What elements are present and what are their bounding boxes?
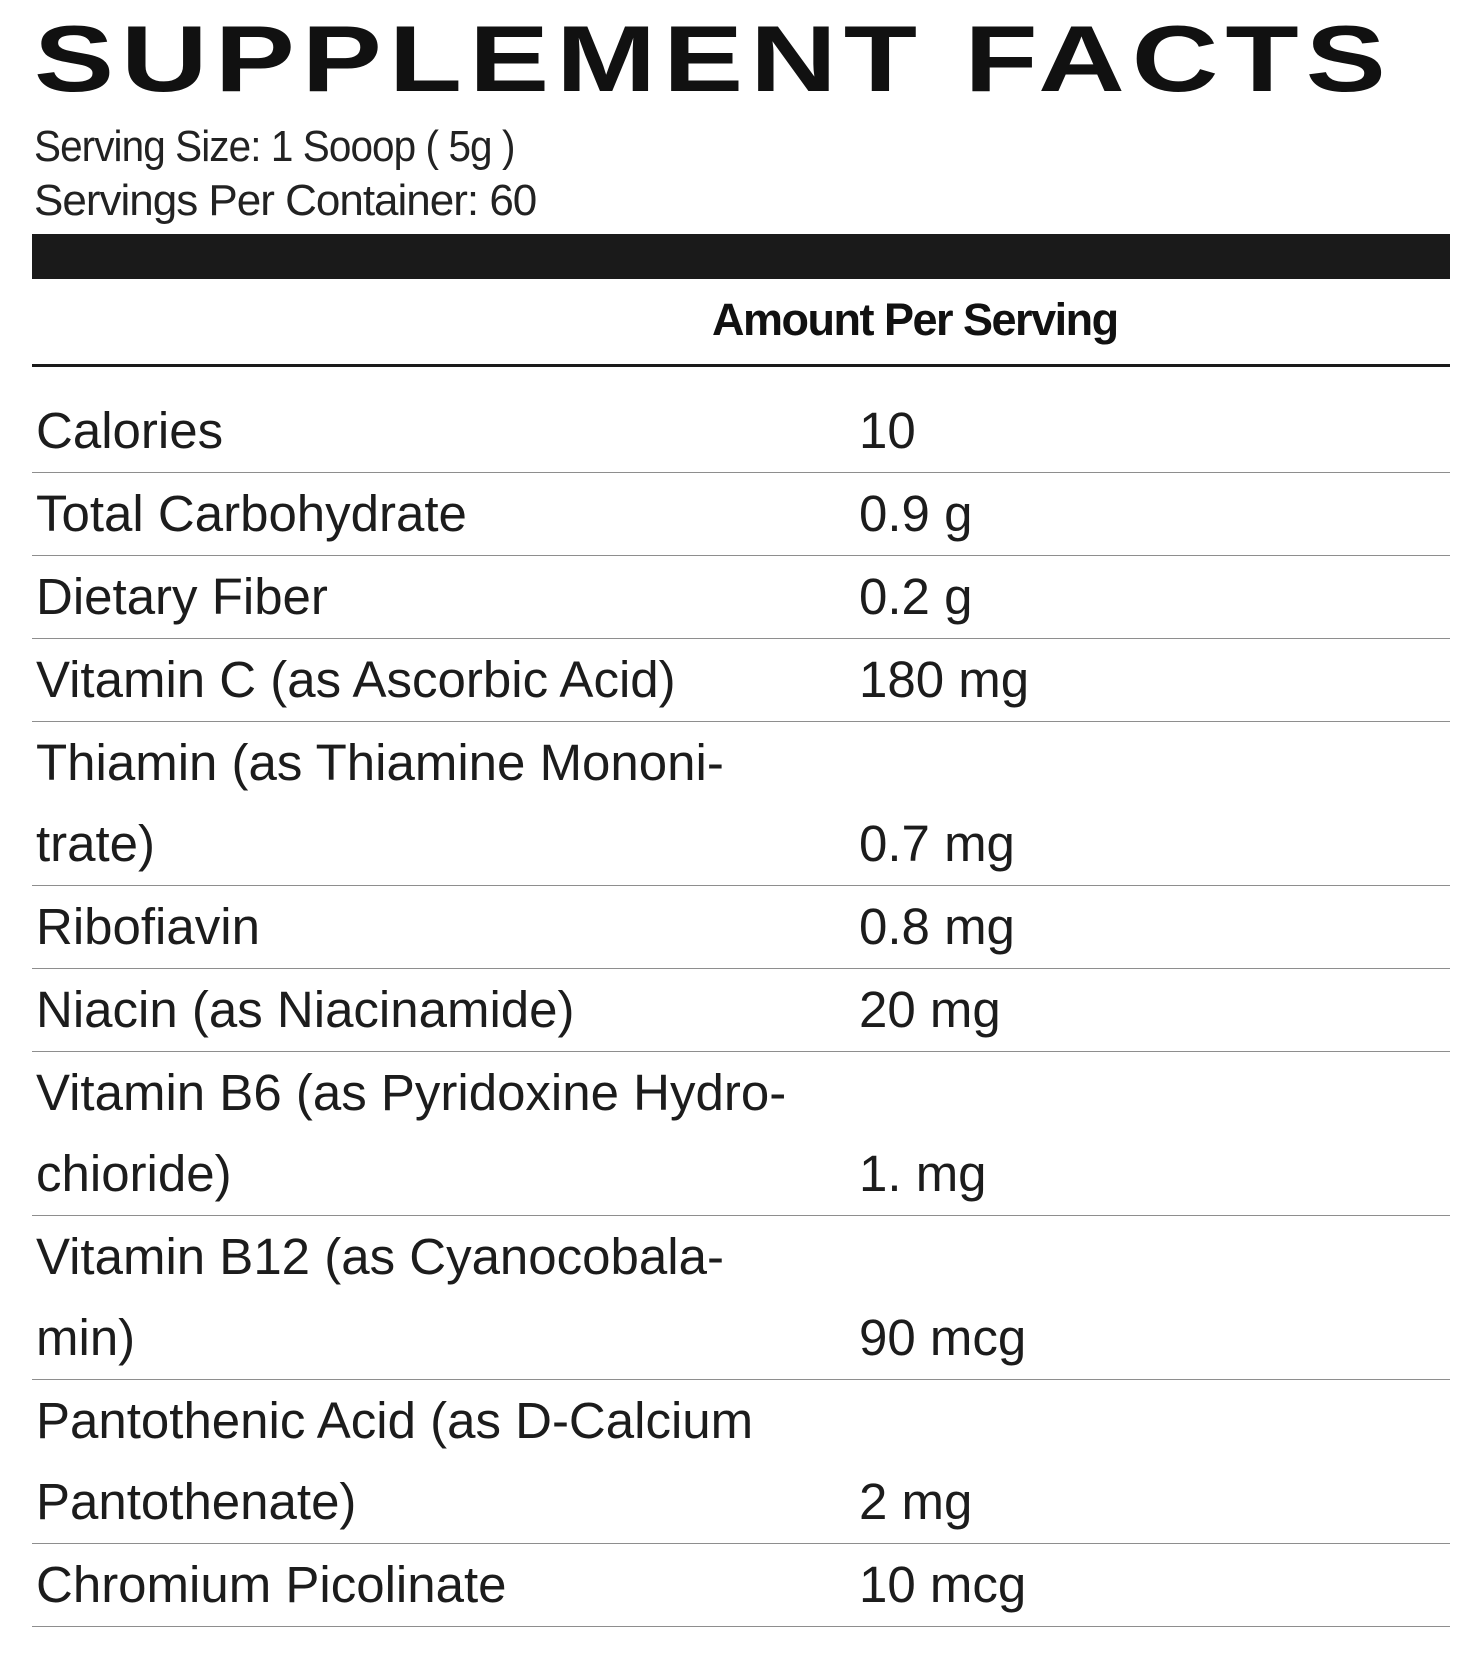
nutrient-name-line1: Thiamin (as Thiamine Mononi- bbox=[36, 734, 724, 791]
nutrient-name-line2: Pantothenate) bbox=[36, 1473, 357, 1530]
nutrient-amount: 90 mcg bbox=[859, 1309, 1027, 1366]
nutrient-name: Calories bbox=[36, 402, 224, 459]
nutrient-name: Chromium Picolinate bbox=[36, 1556, 507, 1613]
nutrient-amount: 2 mg bbox=[859, 1473, 973, 1530]
nutrient-name bbox=[36, 1216, 724, 1378]
nutrient-row-thiamin bbox=[32, 722, 1450, 886]
nutrient-name bbox=[36, 722, 724, 884]
nutrient-name: Total Carbohydrate bbox=[36, 485, 467, 542]
nutrient-name bbox=[36, 1380, 753, 1542]
thick-divider bbox=[32, 234, 1450, 279]
nutrient-name-line1: Pantothenic Acid (as D-Calcium bbox=[36, 1392, 754, 1449]
nutrient-row-vitamin-b6 bbox=[32, 1052, 1450, 1216]
nutrient-name: Dietary Fiber bbox=[36, 568, 328, 625]
nutrient-name-line2: min) bbox=[36, 1309, 136, 1366]
nutrient-name: Vitamin C (as Ascorbic Acid) bbox=[36, 651, 676, 708]
nutrient-amount: 180 mg bbox=[859, 651, 1030, 708]
nutrient-name: Niacin (as Niacinamide) bbox=[36, 981, 575, 1038]
serving-size: Serving Size: 1 Sooop ( 5g ) bbox=[34, 122, 515, 171]
nutrient-row-chromium-picolinate bbox=[32, 1544, 1450, 1627]
nutrient-name-line1: Vitamin B6 (as Pyridoxine Hydro- bbox=[36, 1064, 787, 1121]
nutrient-amount: 1. mg bbox=[859, 1145, 987, 1202]
nutrient-row-riboflavin bbox=[32, 886, 1450, 969]
nutrient-name-line1: Vitamin B12 (as Cyanocobala- bbox=[36, 1228, 724, 1285]
nutrient-name: Ribofiavin bbox=[36, 898, 260, 955]
nutrient-row-niacin bbox=[32, 969, 1450, 1052]
nutrient-amount: 0.7 mg bbox=[859, 815, 1015, 872]
nutrient-row-vitamin-c bbox=[32, 639, 1450, 722]
servings-per-container: Servings Per Container: 60 bbox=[34, 176, 537, 225]
nutrient-amount: 0.2 g bbox=[859, 568, 973, 625]
amount-per-serving-header: Amount Per Serving bbox=[712, 294, 1118, 345]
nutrient-name-line2: trate) bbox=[36, 815, 156, 872]
nutrient-amount: 20 mg bbox=[859, 981, 1001, 1038]
nutrient-name-line2: chioride) bbox=[36, 1145, 232, 1202]
nutrient-table bbox=[32, 390, 1450, 1627]
nutrient-row-dietary-fiber bbox=[32, 556, 1450, 639]
nutrient-amount: 0.9 g bbox=[859, 485, 973, 542]
label-title: SUPPLEMENT FACTS bbox=[34, 6, 1393, 112]
nutrient-row-pantothenic-acid bbox=[32, 1380, 1450, 1544]
nutrient-name bbox=[36, 1052, 786, 1214]
nutrient-row-vitamin-b12 bbox=[32, 1216, 1450, 1380]
nutrient-amount: 0.8 mg bbox=[859, 898, 1015, 955]
nutrient-row-total-carbohydrate bbox=[32, 473, 1450, 556]
nutrient-amount: 10 mcg bbox=[859, 1556, 1027, 1613]
nutrient-row-calories bbox=[32, 390, 1450, 473]
header-divider bbox=[32, 364, 1450, 367]
nutrient-amount: 10 bbox=[859, 402, 916, 459]
